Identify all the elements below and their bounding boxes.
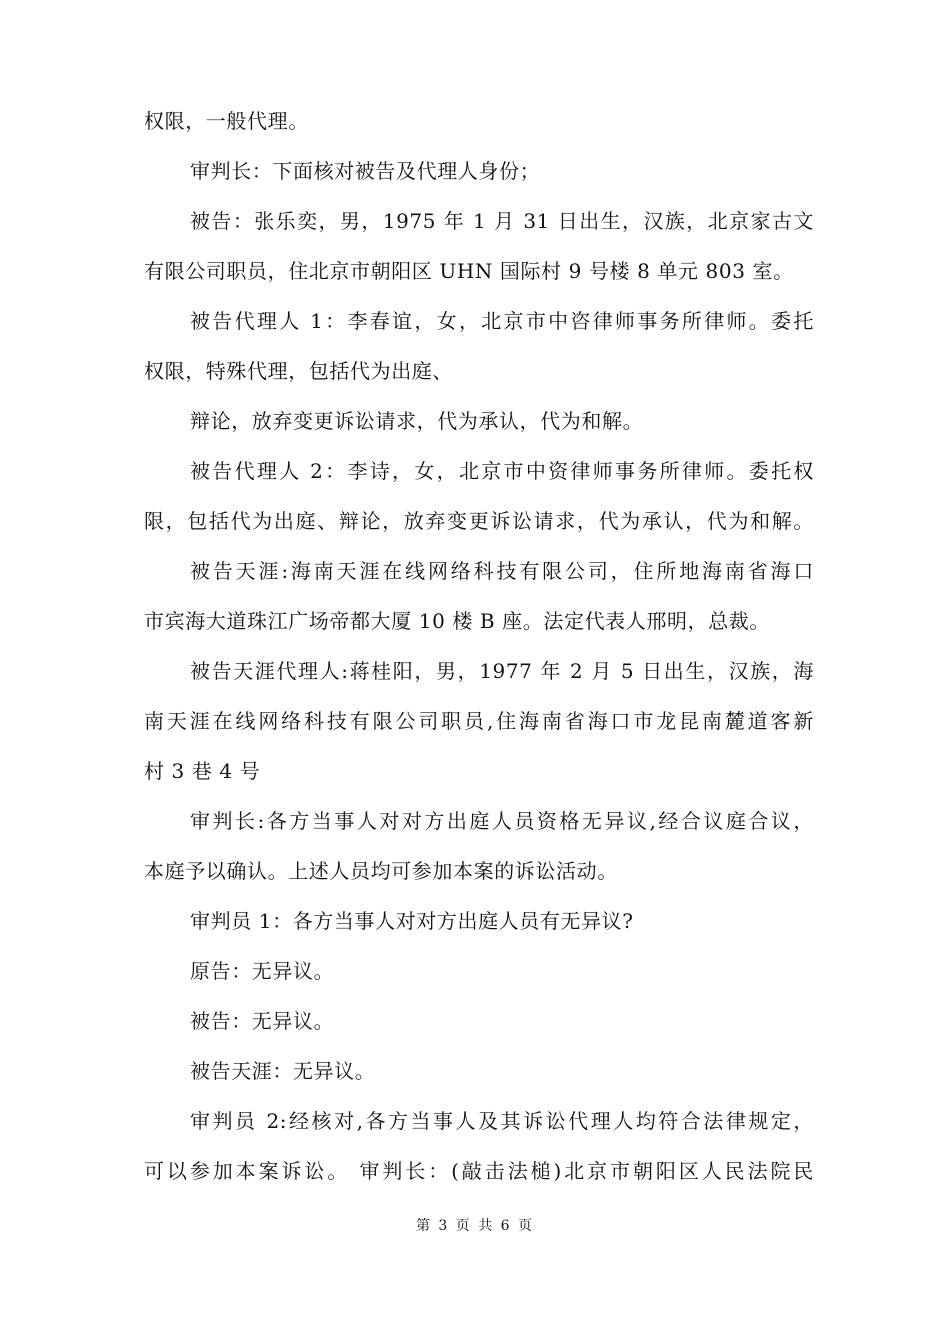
text-line: 市宾海大道珠江广场帝都大厦 10 楼 B 座。法定代表人邢明，总裁。: [144, 609, 770, 633]
document-body: [144, 104, 814, 1204]
text-line: 原告：无异议。: [190, 959, 335, 983]
text-line: 村 3 巷 4 号: [144, 759, 261, 783]
text-line: 权限，一般代理。: [144, 109, 309, 133]
text-line: 被告代理人 1：李春谊，女，北京市中咨律师事务所律师。委托: [190, 309, 814, 333]
text-line: 权限，特殊代理，包括代为出庭、: [144, 359, 453, 383]
text-line: 可以参加本案诉讼。 审判长：(敲击法槌)北京市朝阳区人民法院民: [144, 1159, 814, 1183]
text-line: 有限公司职员，住北京市朝阳区 UHN 国际村 9 号楼 8 单元 803 室。: [144, 259, 794, 283]
text-line: 审判长:各方当事人对对方出庭人员资格无异议,经合议庭合议，: [190, 809, 814, 833]
text-line: 限，包括代为出庭、辩论，放弃变更诉讼请求，代为承认，代为和解。: [144, 509, 814, 533]
text-line: 审判员 2:经核对,各方当事人及其诉讼代理人均符合法律规定，: [190, 1109, 814, 1133]
text-line: 南天涯在线网络科技有限公司职员,住海南省海口市龙昆南麓道客新: [144, 709, 814, 733]
text-line: 被告天涯代理人:蒋桂阳，男，1977 年 2 月 5 日出生，汉族，海: [190, 659, 814, 683]
text-line: 被告天涯：无异议。: [190, 1059, 376, 1083]
text-line: 被告代理人 2：李诗，女，北京市中资律师事务所律师。委托权: [190, 459, 814, 483]
text-line: 审判员 1：各方当事人对对方出庭人员有无异议?: [190, 909, 634, 933]
page-number-footer: 第 3 页 共 6 页: [415, 1218, 535, 1234]
text-line: 被告：张乐奕，男，1975 年 1 月 31 日出生，汉族，北京家古文: [190, 209, 814, 233]
text-line: 被告天涯:海南天涯在线网络科技有限公司，住所地海南省海口: [190, 559, 814, 583]
text-line: 辩论，放弃变更诉讼请求，代为承认，代为和解。: [190, 409, 644, 433]
text-line: 被告：无异议。: [190, 1009, 335, 1033]
text-line: 审判长：下面核对被告及代理人身份；: [190, 159, 541, 183]
text-line: 本庭予以确认。上述人员均可参加本案的诉讼活动。: [144, 859, 618, 883]
